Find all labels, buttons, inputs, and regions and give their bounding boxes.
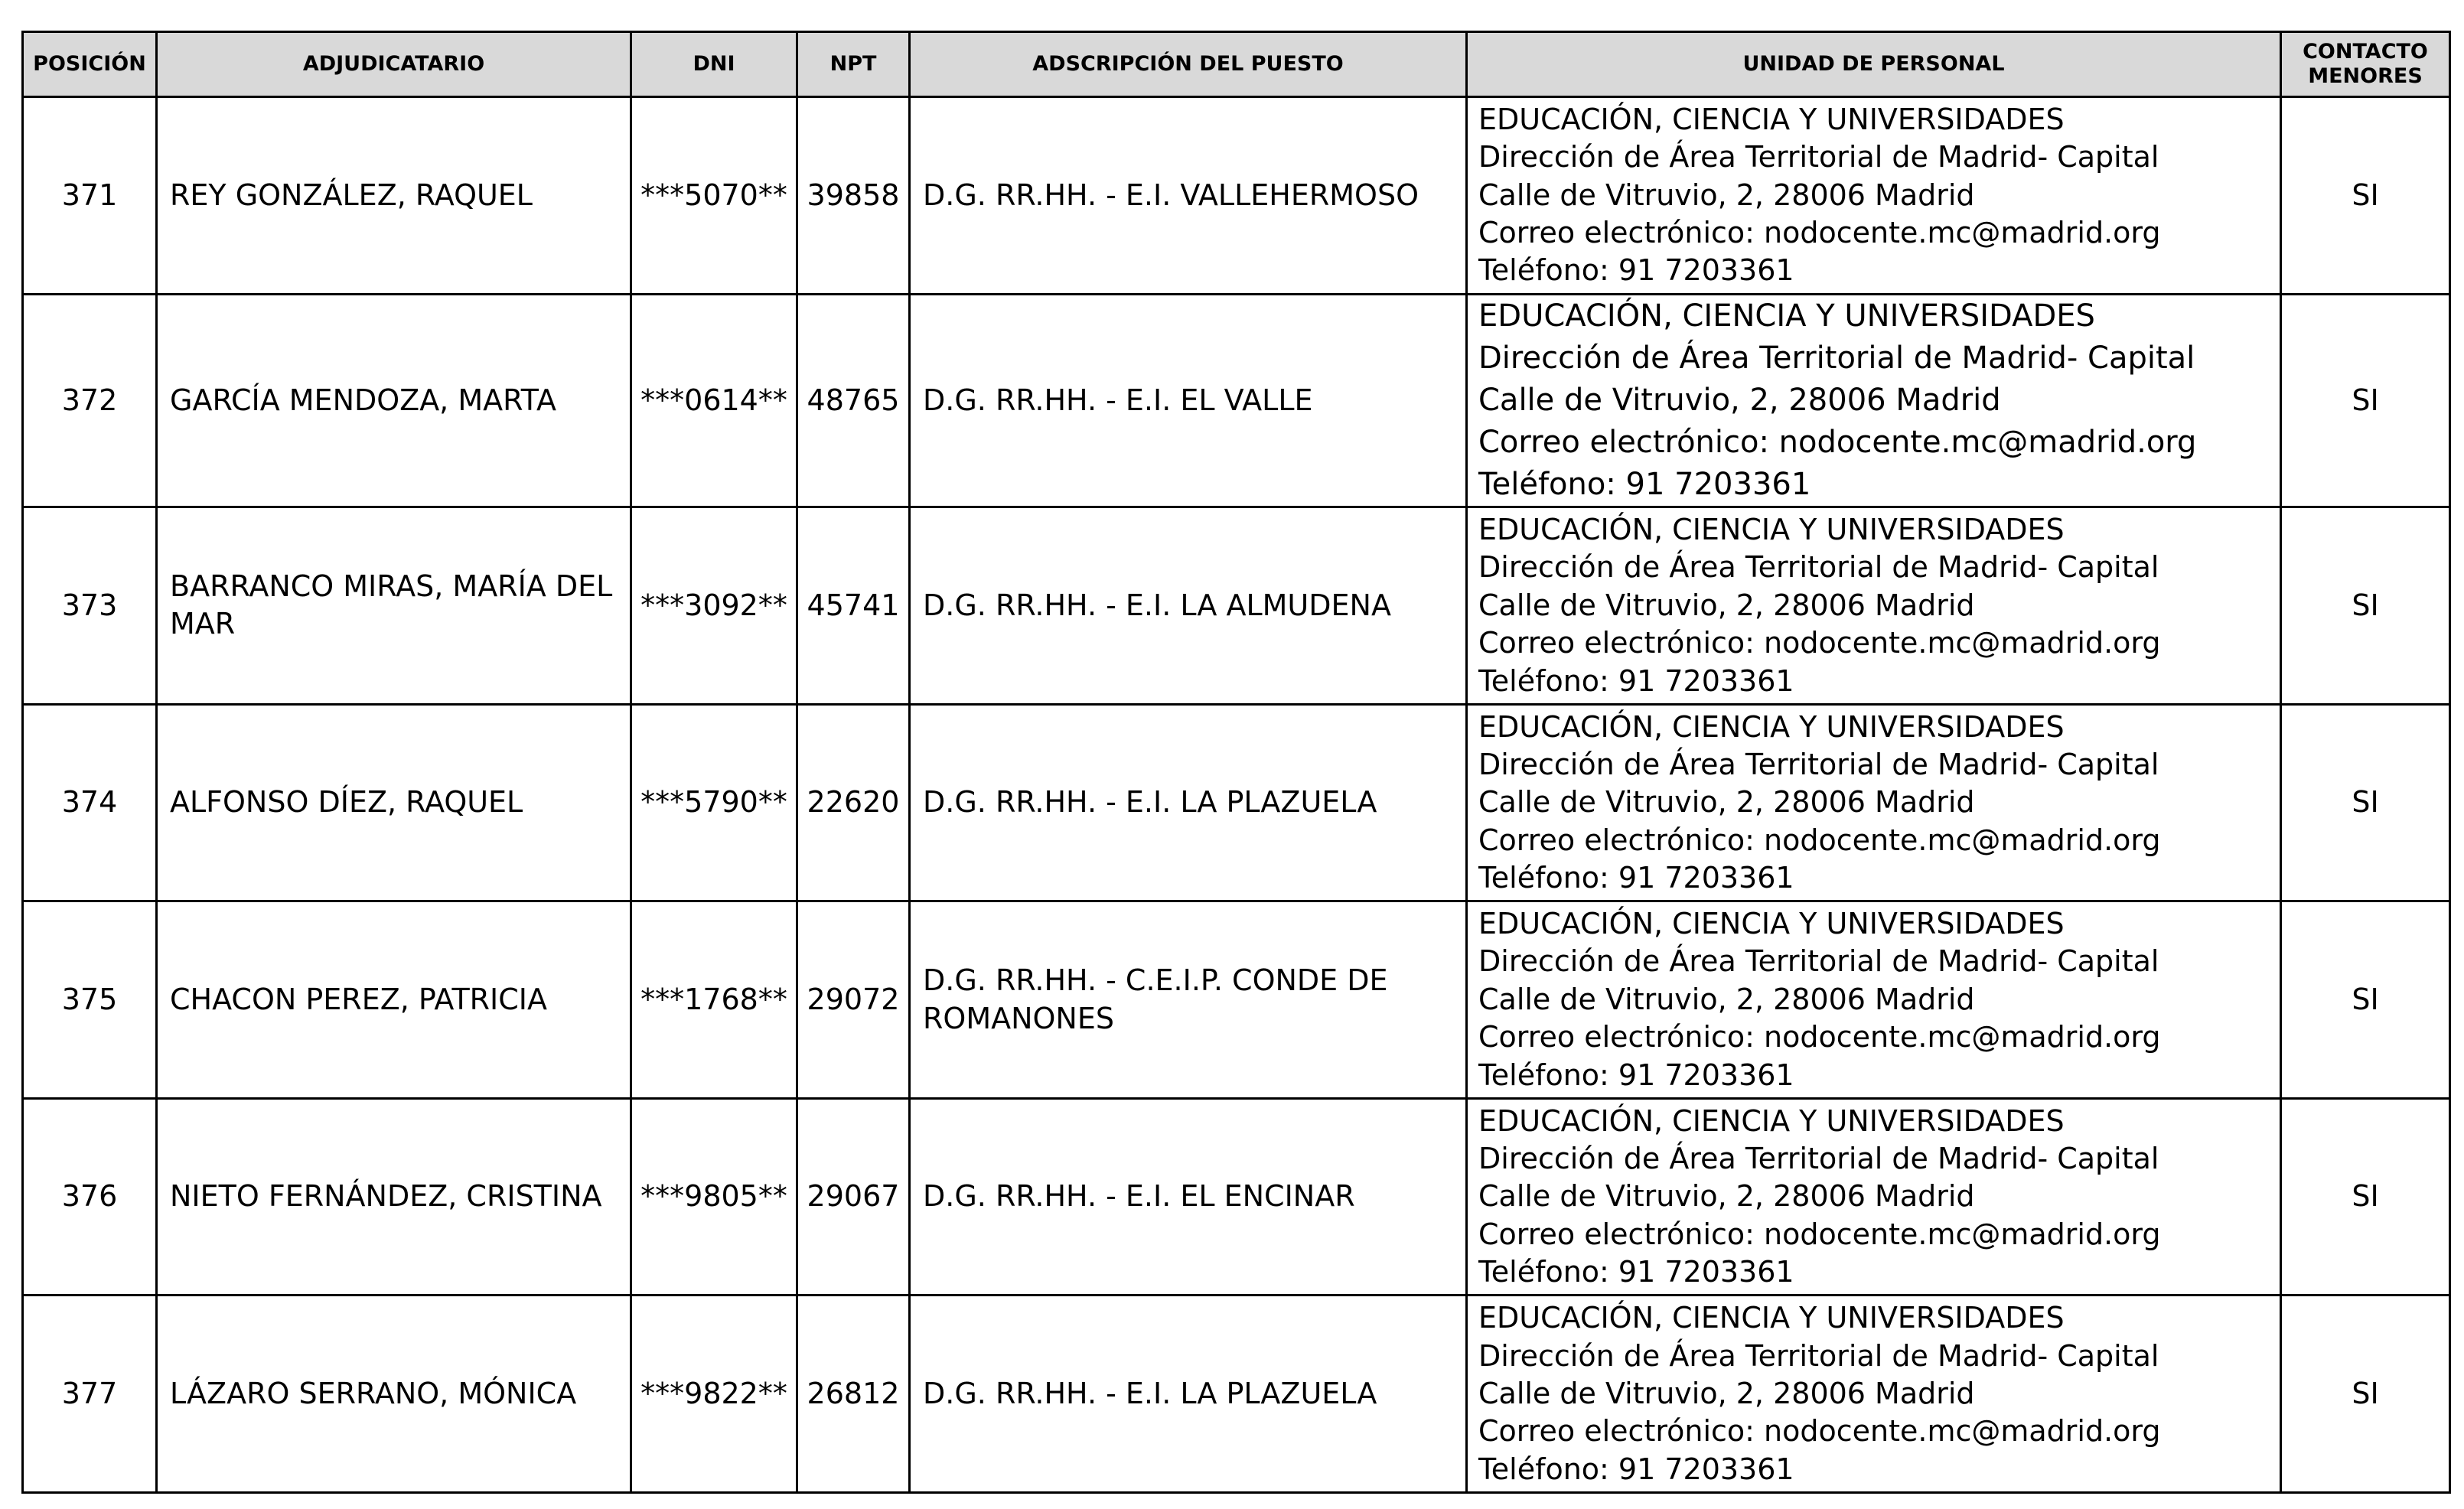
unidad-line: EDUCACIÓN, CIENCIA Y UNIVERSIDADES <box>1478 298 2095 334</box>
unidad-line: Dirección de Área Territorial de Madrid- Capital <box>1478 747 2159 781</box>
cell-contacto-menores: SI <box>2281 704 2450 901</box>
unidad-line: Calle de Vitruvio, 2, 28006 Madrid <box>1478 1377 1975 1410</box>
cell-contacto-menores: SI <box>2281 507 2450 705</box>
cell-adscripcion: D.G. RR.HH. - E.I. EL VALLE <box>910 294 1467 507</box>
cell-adjudicatario: NIETO FERNÁNDEZ, CRISTINA <box>157 1098 631 1296</box>
unidad-line: Teléfono: 91 7203361 <box>1478 1452 1794 1486</box>
header-adjudicatario: ADJUDICATARIO <box>157 32 631 97</box>
table-row <box>23 901 2450 1099</box>
unidad-line: EDUCACIÓN, CIENCIA Y UNIVERSIDADES <box>1478 102 2065 136</box>
cell-contacto-menores: SI <box>2281 1296 2450 1493</box>
cell-adscripcion: D.G. RR.HH. - E.I. LA PLAZUELA <box>910 1296 1467 1493</box>
cell-dni: ***5790** <box>631 704 797 901</box>
unidad-line: Correo electrónico: nodocente.mc@madrid.org <box>1478 1414 2161 1449</box>
cell-npt: 29067 <box>797 1098 910 1296</box>
cell-unidad-personal <box>1467 294 2281 507</box>
unidad-line: Dirección de Área Territorial de Madrid- Capital <box>1478 1338 2159 1373</box>
cell-adjudicatario: BARRANCO MIRAS, MARÍA DEL MAR <box>157 507 631 705</box>
cell-npt: 48765 <box>797 294 910 507</box>
unidad-line: Teléfono: 91 7203361 <box>1478 253 1794 288</box>
cell-unidad-personal <box>1467 704 2281 901</box>
cell-adscripcion: D.G. RR.HH. - C.E.I.P. CONDE DE ROMANONES <box>910 901 1467 1099</box>
header-dni: DNI <box>631 32 797 97</box>
unidad-line: EDUCACIÓN, CIENCIA Y UNIVERSIDADES <box>1478 907 2065 941</box>
unidad-line: Correo electrónico: nodocente.mc@madrid.org <box>1478 215 2161 249</box>
table-row <box>23 97 2450 295</box>
unidad-line: Teléfono: 91 7203361 <box>1478 466 1811 502</box>
cell-posicion: 373 <box>23 507 157 705</box>
unidad-line: Calle de Vitruvio, 2, 28006 Madrid <box>1478 982 1975 1016</box>
table-row <box>23 1296 2450 1493</box>
header-npt: NPT <box>797 32 910 97</box>
header-adscripcion: ADSCRIPCIÓN DEL PUESTO <box>910 32 1467 97</box>
unidad-line: Calle de Vitruvio, 2, 28006 Madrid <box>1478 178 1975 212</box>
cell-adjudicatario: REY GONZÁLEZ, RAQUEL <box>157 97 631 295</box>
unidad-line: Dirección de Área Territorial de Madrid- Capital <box>1478 140 2159 174</box>
cell-posicion: 371 <box>23 97 157 295</box>
unidad-line: Teléfono: 91 7203361 <box>1478 861 1794 895</box>
cell-npt: 39858 <box>797 97 910 295</box>
unidad-line: Calle de Vitruvio, 2, 28006 Madrid <box>1478 588 1975 622</box>
cell-npt: 22620 <box>797 704 910 901</box>
cell-unidad-personal <box>1467 1296 2281 1493</box>
cell-unidad-personal <box>1467 901 2281 1099</box>
cell-adscripcion: D.G. RR.HH. - E.I. LA PLAZUELA <box>910 704 1467 901</box>
unidad-line: Calle de Vitruvio, 2, 28006 Madrid <box>1478 1179 1975 1214</box>
cell-contacto-menores: SI <box>2281 294 2450 507</box>
unidad-line: Dirección de Área Territorial de Madrid- Capital <box>1478 1142 2159 1176</box>
cell-dni: ***1768** <box>631 901 797 1099</box>
unidad-line: Correo electrónico: nodocente.mc@madrid.org <box>1478 1020 2161 1054</box>
header-contacto-line2: MENORES <box>2308 64 2423 88</box>
cell-posicion: 375 <box>23 901 157 1099</box>
cell-unidad-personal <box>1467 507 2281 705</box>
cell-posicion: 374 <box>23 704 157 901</box>
table-row <box>23 704 2450 901</box>
unidad-line: Calle de Vitruvio, 2, 28006 Madrid <box>1478 382 2001 418</box>
unidad-line: Dirección de Área Territorial de Madrid- Capital <box>1478 341 2195 376</box>
unidad-line: Correo electrónico: nodocente.mc@madrid.org <box>1478 1217 2161 1251</box>
unidad-line: EDUCACIÓN, CIENCIA Y UNIVERSIDADES <box>1478 1301 2065 1335</box>
unidad-line: Teléfono: 91 7203361 <box>1478 1058 1794 1092</box>
cell-contacto-menores: SI <box>2281 901 2450 1099</box>
cell-dni: ***3092** <box>631 507 797 705</box>
cell-posicion: 372 <box>23 294 157 507</box>
cell-npt: 45741 <box>797 507 910 705</box>
unidad-line: Teléfono: 91 7203361 <box>1478 663 1794 698</box>
cell-npt: 29072 <box>797 901 910 1099</box>
unidad-line: EDUCACIÓN, CIENCIA Y UNIVERSIDADES <box>1478 709 2065 744</box>
cell-contacto-menores: SI <box>2281 1098 2450 1296</box>
unidad-line: EDUCACIÓN, CIENCIA Y UNIVERSIDADES <box>1478 513 2065 546</box>
cell-adjudicatario: CHACON PEREZ, PATRICIA <box>157 901 631 1099</box>
unidad-line: Correo electrónico: nodocente.mc@madrid.org <box>1478 424 2197 460</box>
cell-adjudicatario: GARCÍA MENDOZA, MARTA <box>157 294 631 507</box>
unidad-line: EDUCACIÓN, CIENCIA Y UNIVERSIDADES <box>1478 1103 2065 1138</box>
cell-posicion: 377 <box>23 1296 157 1493</box>
cell-adscripcion: D.G. RR.HH. - E.I. LA ALMUDENA <box>910 507 1467 705</box>
cell-unidad-personal <box>1467 97 2281 295</box>
table-row <box>23 294 2450 507</box>
unidad-line: Dirección de Área Territorial de Madrid- Capital <box>1478 550 2159 585</box>
unidad-line: Correo electrónico: nodocente.mc@madrid.org <box>1478 823 2161 857</box>
cell-adscripcion: D.G. RR.HH. - E.I. VALLEHERMOSO <box>910 97 1467 295</box>
cell-dni: ***5070** <box>631 97 797 295</box>
table-row <box>23 1098 2450 1296</box>
unidad-line: Dirección de Área Territorial de Madrid- Capital <box>1478 944 2159 979</box>
header-row <box>23 32 2450 97</box>
header-unidad: UNIDAD DE PERSONAL <box>1467 32 2281 97</box>
cell-npt: 26812 <box>797 1296 910 1493</box>
unidad-line: Teléfono: 91 7203361 <box>1478 1255 1794 1289</box>
cell-adscripcion: D.G. RR.HH. - E.I. EL ENCINAR <box>910 1098 1467 1296</box>
cell-dni: ***0614** <box>631 294 797 507</box>
unidad-line: Correo electrónico: nodocente.mc@madrid.org <box>1478 626 2161 660</box>
header-contacto-menores <box>2281 32 2450 97</box>
unidad-line: Calle de Vitruvio, 2, 28006 Madrid <box>1478 785 1975 820</box>
cell-dni: ***9805** <box>631 1098 797 1296</box>
adjudication-table <box>21 31 2451 1494</box>
header-posicion: POSICIÓN <box>23 32 157 97</box>
cell-unidad-personal <box>1467 1098 2281 1296</box>
cell-adjudicatario: ALFONSO DÍEZ, RAQUEL <box>157 704 631 901</box>
cell-contacto-menores: SI <box>2281 97 2450 295</box>
cell-dni: ***9822** <box>631 1296 797 1493</box>
header-contacto-line1: CONTACTO <box>2303 39 2428 64</box>
cell-adjudicatario: LÁZARO SERRANO, MÓNICA <box>157 1296 631 1493</box>
cell-posicion: 376 <box>23 1098 157 1296</box>
table-row <box>23 507 2450 705</box>
